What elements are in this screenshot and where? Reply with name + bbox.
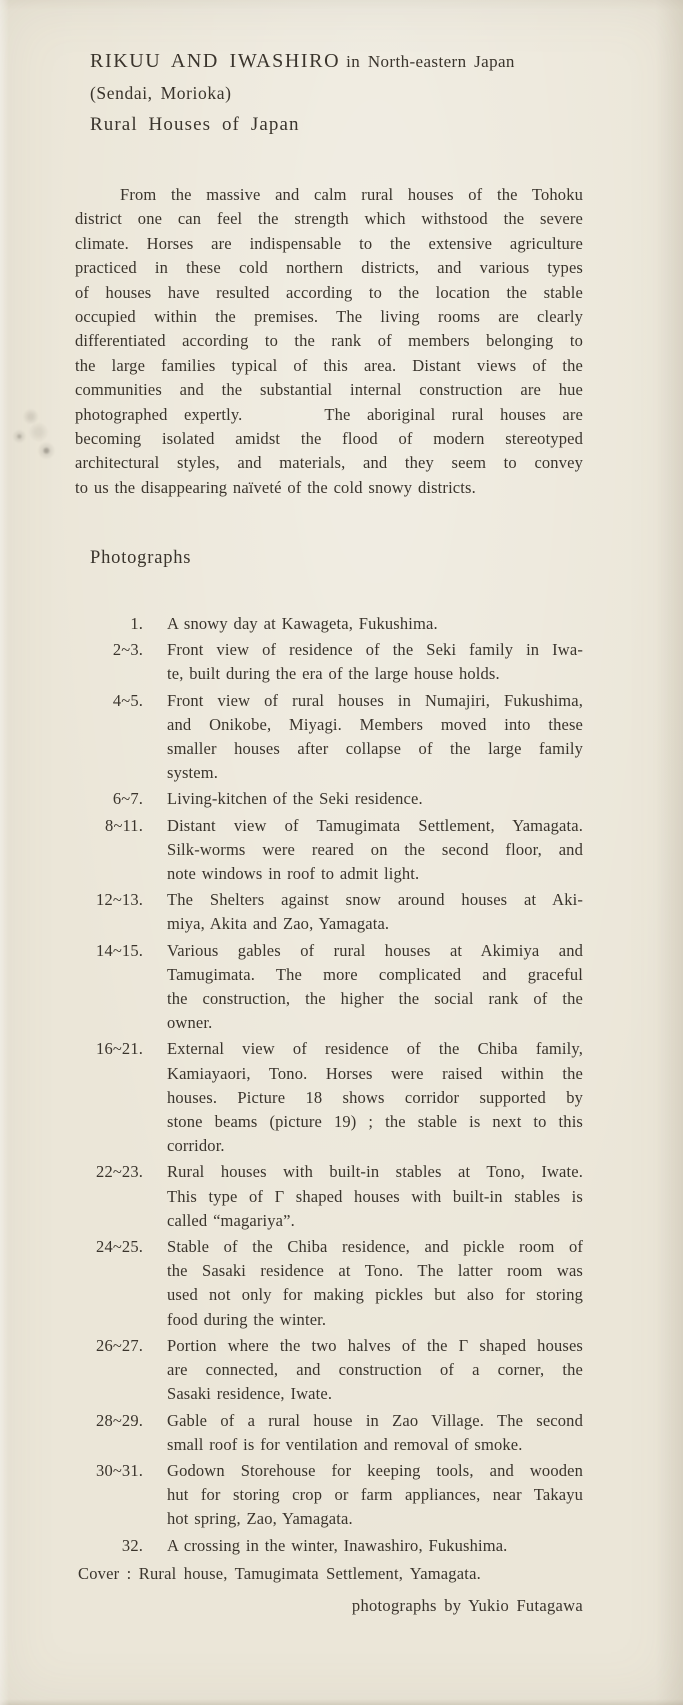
text-line: are connected, and construction of a corner, the <box>167 1360 583 1380</box>
text-line: owner. <box>167 1013 213 1033</box>
photo-entry <box>75 814 583 887</box>
text-line: Front view of rural houses in Numajiri, Fukushima, <box>167 690 583 710</box>
photo-description <box>167 1160 583 1233</box>
photo-description <box>167 1235 583 1332</box>
text-line: architectural styles, and materials, and they seem to convey <box>75 453 583 473</box>
photographs-heading: Photographs <box>90 548 192 568</box>
photo-number: 24~25. <box>96 1237 143 1257</box>
photo-description <box>167 1334 583 1407</box>
photo-description <box>167 814 583 887</box>
text-line: This type of Γ shaped houses with built-in stables is <box>167 1186 583 1206</box>
photo-entry <box>75 787 583 811</box>
text-line: Various gables of rural houses at Akimiya and <box>167 940 583 960</box>
title-subtitle: Rural Houses of Japan <box>90 114 300 135</box>
photo-description <box>167 888 583 936</box>
photo-number: 22~23. <box>96 1162 143 1182</box>
photo-description <box>167 638 583 686</box>
photo-number: 16~21. <box>96 1039 143 1059</box>
text-line: called “magariya”. <box>167 1210 295 1230</box>
photo-entry <box>75 1534 583 1558</box>
text-line: the construction, the higher the social rank of the <box>167 989 583 1009</box>
text-line: Tamugimata. The more complicated and graceful <box>167 964 583 984</box>
photo-number: 6~7. <box>112 789 143 809</box>
cover-label: Cover : <box>78 1564 132 1583</box>
text-line: used not only for making pickles but also for storing <box>167 1285 583 1305</box>
title-cities: (Sendai, Morioka) <box>90 83 232 103</box>
photo-number: 12~13. <box>96 890 143 910</box>
photo-number: 32. <box>121 1535 143 1555</box>
photo-index-list <box>75 612 583 1560</box>
text-line: practiced in these cold northern districts, and various types <box>75 258 583 278</box>
cover-note <box>78 1564 481 1584</box>
text-line: climate. Horses are indispensable to the extensive agriculture <box>75 233 583 253</box>
text-line: system. <box>167 763 219 783</box>
photo-entry <box>75 1160 583 1233</box>
text-line: stone beams (picture 19) ; the stable is next to this <box>167 1112 583 1132</box>
photo-description <box>167 787 583 811</box>
photo-number: 4~5. <box>112 690 143 710</box>
text-line: houses. Picture 18 shows corridor supported by <box>167 1087 583 1107</box>
text-line: The Shelters against snow around houses at Aki- <box>167 890 583 910</box>
text-line: Living-kitchen of the Seki residence. <box>167 789 423 809</box>
text-line: Rural houses with built-in stables at Tono, Iwate. <box>167 1162 583 1182</box>
text-line: small roof is for ventilation and removal of smoke. <box>167 1434 523 1454</box>
text-line: Sasaki residence, Iwate. <box>167 1384 333 1404</box>
text-line: hot spring, Zao, Yamagata. <box>167 1509 353 1529</box>
photo-number: 2~3. <box>112 640 143 660</box>
photo-entry <box>75 1409 583 1457</box>
title-region-text: in North-eastern Japan <box>346 52 515 71</box>
credit-line: photographs by Yukio Futagawa <box>351 1596 583 1615</box>
title-main: RIKUU AND IWASHIRO <box>90 50 341 72</box>
text-line: becoming isolated amidst the flood of modern stereotyped <box>75 429 583 449</box>
text-line: miya, Akita and Zao, Yamagata. <box>167 914 390 934</box>
photo-entry <box>75 939 583 1036</box>
text-line: of houses have resulted according to the location the stable <box>75 282 583 302</box>
text-line: Gable of a rural house in Zao Village. The second <box>167 1410 583 1430</box>
photo-entry <box>75 1334 583 1407</box>
text-line: differentiated according to the rank of members belonging to <box>75 331 583 351</box>
text-line: hut for storing crop or farm appliances, near Takayu <box>167 1485 583 1505</box>
text-line: photographed expertly. The aboriginal rural houses are <box>75 404 583 424</box>
photo-number: 14~15. <box>96 940 143 960</box>
text-line: A snowy day at Kawageta, Fukushima. <box>167 614 438 633</box>
text-line: food during the winter. <box>167 1309 327 1329</box>
photo-number: 30~31. <box>96 1460 143 1480</box>
text-line: A crossing in the winter, Inawashiro, Fukushima. <box>167 1535 508 1555</box>
paper-smudge-mark <box>10 398 62 460</box>
photo-entry <box>75 1235 583 1332</box>
title-block <box>90 46 515 140</box>
photo-entry <box>75 1459 583 1532</box>
photo-number: 26~27. <box>96 1335 143 1355</box>
text-line: Distant view of Tamugimata Settlement, Yamagata. <box>167 815 583 835</box>
text-line: smaller houses after collapse of the large family <box>167 739 583 759</box>
text-line: the Sasaki residence at Tono. The latter room was <box>167 1261 583 1281</box>
photo-description <box>167 1459 583 1532</box>
text-line: te, built during the era of the large house holds. <box>167 664 500 684</box>
photo-number: 28~29. <box>96 1410 143 1430</box>
cover-text: Rural house, Tamugimata Settlement, Yamagata. <box>138 1564 481 1583</box>
text-line: communities and the substantial internal construction are hue <box>75 380 583 400</box>
text-line: Front view of residence of the Seki family in Iwa- <box>167 640 583 660</box>
text-line: the large families typical of this area. Distant views of the <box>75 355 583 375</box>
text-line: Kamiayaori, Tono. Horses were raised within the <box>167 1063 583 1083</box>
photo-description <box>167 689 583 786</box>
text-line: Portion where the two halves of the Γ shaped houses <box>167 1335 583 1355</box>
photo-entry <box>75 888 583 936</box>
text-line: and Onikobe, Miyagi. Members moved into these <box>167 714 583 734</box>
text-line: note windows in roof to admit light. <box>167 864 420 884</box>
text-line: Godown Storehouse for keeping tools, and wooden <box>167 1460 583 1480</box>
photo-description <box>167 1037 583 1158</box>
page-title <box>90 46 515 78</box>
photo-description <box>167 1409 583 1457</box>
text-line: corridor. <box>167 1136 225 1156</box>
photo-number: 1. <box>130 614 143 633</box>
photo-description <box>167 939 583 1036</box>
text-line: Stable of the Chiba residence, and pickle room of <box>167 1237 583 1257</box>
intro-paragraph <box>75 183 583 500</box>
photo-entry <box>75 612 583 636</box>
text-line: occupied within the premises. The living rooms are clearly <box>75 307 583 327</box>
photo-entry <box>75 638 583 686</box>
photo-entry <box>75 1037 583 1158</box>
photo-description <box>167 1534 583 1558</box>
photo-number: 8~11. <box>105 815 143 835</box>
text-line: External view of residence of the Chiba family, <box>167 1039 583 1059</box>
text-line: district one can feel the strength which withstood the severe <box>75 209 583 229</box>
photo-entry <box>75 689 583 786</box>
text-line: Silk-worms were reared on the second floor, and <box>167 839 583 859</box>
text-line: to us the disappearing naïveté of the cold snowy districts. <box>75 477 476 497</box>
text-line: From the massive and calm rural houses of the Tohoku <box>120 185 583 204</box>
photo-description <box>167 612 583 636</box>
